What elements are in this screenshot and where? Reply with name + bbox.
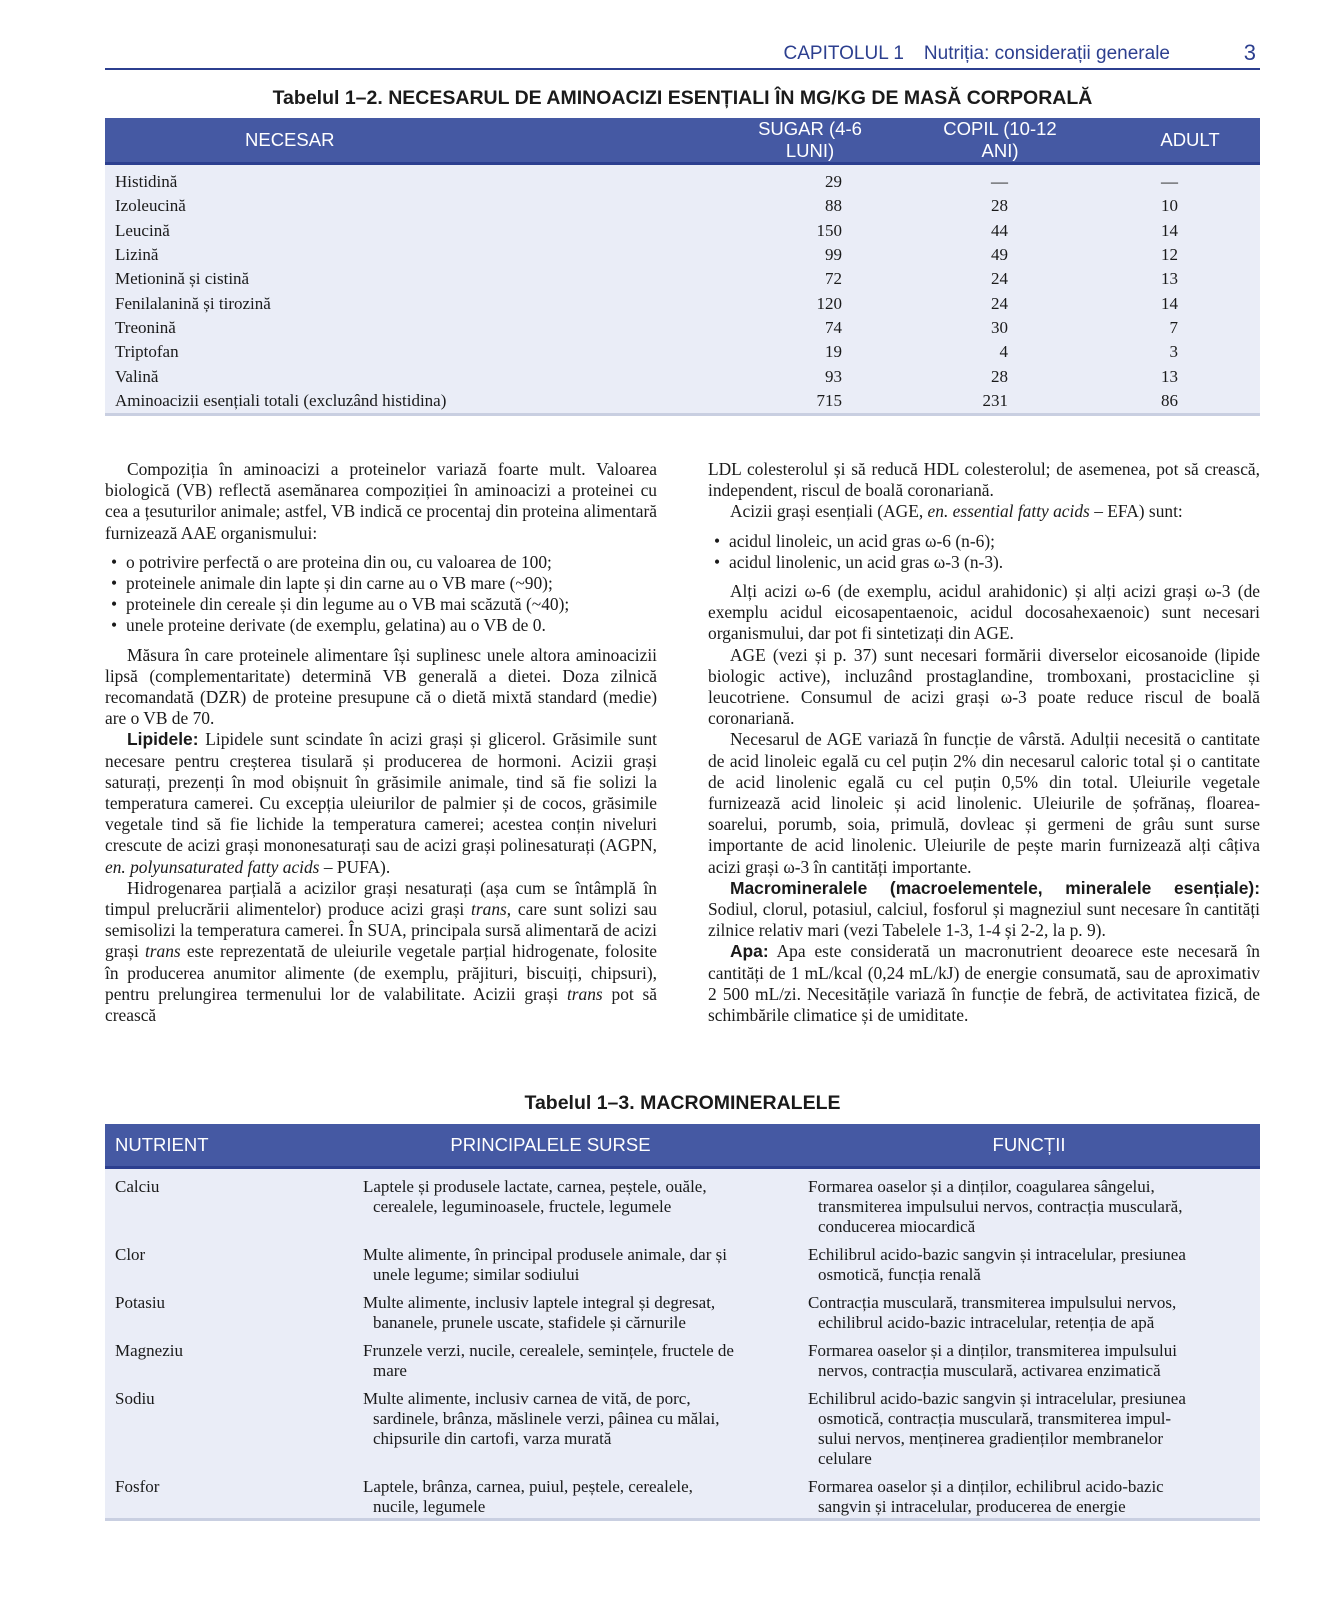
text-run: trans: [471, 899, 507, 920]
requirement-value: 13: [1161, 366, 1178, 386]
table3-col-header: NUTRIENT: [105, 1124, 353, 1168]
text-run: Hidrogenarea parțială a acizilor grași nesaturați (așa cum se întâmplă în timpul prelucrării alimentelor) produce acizi grași: [105, 877, 657, 920]
requirement-value: 24: [991, 269, 1008, 289]
requirement-value: —: [1161, 172, 1178, 192]
biological-value-list: [105, 552, 657, 637]
list-item: • o potrivire perfectă o are proteina din ou, cu valoarea de 100;: [105, 552, 657, 573]
table2-col-header: NECESAR: [105, 118, 685, 164]
apa-heading: Apa:: [730, 941, 769, 962]
functions-cell: [798, 1334, 1260, 1382]
requirement-value: 49: [991, 245, 1008, 265]
text-run: trans: [144, 941, 181, 962]
table-row: [105, 243, 1260, 267]
requirement-value: 30: [991, 317, 1008, 337]
paragraph: Compoziția în aminoacizi a proteinelor variază foarte mult. Valoarea biologică (VB) reflectă asemănarea compoziției în aminoacizi a proteinei cu cea a țesuturilor animale; astfel, VB indică ce procentaj din proteina alimentară furnizează AAE organismului:: [105, 459, 657, 543]
table2-col-header: ADULT: [1070, 118, 1260, 164]
cell-line: Formarea oaselor și a dinților, coagularea sângelui,: [808, 1177, 1155, 1196]
cell-line: sului nervos, menținerea gradienților membranelor: [818, 1429, 1164, 1448]
functions-cell: [798, 1382, 1260, 1470]
cell-line: unele legume; similar sodiului: [373, 1265, 580, 1284]
amino-acid-name: Izoleucină: [115, 196, 186, 216]
page-number: 3: [1243, 40, 1256, 65]
cell-line: conducerea miocardică: [818, 1217, 976, 1236]
text-run: , care sunt solizi sau semisolizi la temperatura camerei. În SUA, principala sursă alimentară de acizi grași: [105, 899, 657, 962]
functions-cell: [798, 1168, 1260, 1239]
text-run: Apa este considerată un macronutrient deoarece este necesară în cantități de 1 mL/kcal (0,24 mL/kJ) de energie consumată, sau de aproximativ 2 500 mL/zi. Necesitățile variază în funcție de febră, de activitatea fizică, de schimbările climatice și de umiditate.: [708, 941, 1260, 1026]
requirement-value: 74: [825, 317, 842, 337]
amino-acid-name: Lizină: [115, 245, 159, 265]
list-item: • proteinele animale din lapte și din carne au o VB mare (~90);: [105, 573, 657, 594]
table-row: [105, 340, 1260, 364]
cell-line: Laptele și produsele lactate, carnea, peștele, ouăle,: [363, 1177, 707, 1196]
cell-line: cerealele, leguminoasele, fructele, legumele: [373, 1197, 672, 1216]
cell-line: Echilibrul acido-bazic sangvin și intracelular, presiunea: [808, 1245, 1186, 1264]
macrominerale-heading: Macromineralele (macroelementele, mineralele esențiale):: [730, 877, 1260, 898]
cell-line: Multe alimente, în principal produsele animale, dar și: [363, 1245, 727, 1264]
chapter-number: CAPITOLUL 1: [783, 43, 904, 64]
requirement-value: 120: [816, 293, 842, 313]
nutrient-name: Clor: [115, 1245, 146, 1264]
chapter-heading: [784, 43, 1170, 65]
table-row: [105, 194, 1260, 218]
requirement-value: 10: [1161, 196, 1178, 216]
sources-cell: [353, 1334, 798, 1382]
paragraph-macrominerale: [708, 878, 1260, 942]
cell-line: sangvin și intracelular, producerea de energie: [818, 1497, 1126, 1516]
lipide-heading: Lipidele:: [127, 729, 199, 750]
cell-line: chipsurile din cartofi, varza murată: [373, 1429, 612, 1448]
sources-cell: [353, 1238, 798, 1286]
text-run: Acizii grași esențiali (AGE,: [730, 501, 924, 522]
requirement-value: 29: [825, 172, 842, 192]
table-row: [105, 1168, 1260, 1239]
paragraph: LDL colesterolul și să reducă HDL colesterolul; de asemenea, pot să crească, independent, riscul de boală coronariană.: [708, 459, 1260, 501]
list-item: • acidul linolenic, un acid gras ω-3 (n-3).: [708, 552, 1260, 573]
table2-title: Tabelul 1–2. NECESARUL DE AMINOACIZI ESENȚIALI ÎN MG/KG DE MASĂ CORPORALĂ: [272, 87, 1093, 109]
requirement-value: 19: [825, 342, 842, 362]
functions-cell: [798, 1238, 1260, 1286]
table2-header-row: [105, 118, 1260, 164]
nutrient-name: Magneziu: [115, 1341, 183, 1360]
left-text-column: [105, 459, 657, 1026]
requirement-value: 7: [1169, 317, 1178, 337]
cell-line: sardinele, brânza, măslinele verzi, pâinea cu mălai,: [373, 1409, 720, 1428]
table2-col-header: SUGAR (4-6 LUNI): [685, 118, 885, 164]
table-row: [105, 291, 1260, 315]
table-row: [105, 364, 1260, 388]
paragraph-apa: [708, 941, 1260, 1026]
essential-fatty-acid-list: [708, 531, 1260, 573]
paragraph: Măsura în care proteinele alimentare își suplinesc unele altora aminoacizii lipsă (complementaritate) determină VB generală a dietei. Doza zilnică recomandată (DZR) de proteine presupune că o dietă mixtă standard (medie) are o VB de 70.: [105, 644, 657, 729]
list-item: • unele proteine derivate (de exemplu, gelatina) au o VB de 0.: [105, 615, 657, 636]
table-row: [105, 1286, 1260, 1334]
sources-cell: [353, 1470, 798, 1520]
requirement-value: 13: [1161, 269, 1178, 289]
requirement-value: 715: [685, 389, 885, 415]
amino-acid-name: Valină: [115, 366, 159, 386]
requirement-value: 4: [999, 342, 1008, 362]
text-run: este reprezentată de uleiurile vegetale parțial hidrogenate, folosite în producerea anumitor alimente (de exemplu, prăjituri, biscuiți, chipsuri), pentru prelungirea termenului lor de valabilitate. Acizii grași: [105, 941, 657, 1004]
table-row: [105, 1334, 1260, 1382]
paragraph: Alți acizi ω-6 (de exemplu, acidul arahidonic) și alți acizi grași ω-3 (de exemplu acidul eicosapentaenoic, acidul docosahexaenoic) sunt necesari organismului, dar pot fi sintetizați din AGE.: [708, 581, 1260, 644]
list-item: • acidul linoleic, un acid gras ω-6 (n-6);: [708, 531, 1260, 552]
table2-col-header: COPIL (10-12 ANI): [885, 118, 1070, 164]
amino-acid-table: [105, 118, 1260, 416]
cell-line: mare: [373, 1361, 407, 1380]
nutrient-name: Calciu: [115, 1177, 160, 1196]
paragraph-hidrogenare: [105, 878, 657, 1026]
list-item: • proteinele din cereale și din legume au o VB mai scăzută (~40);: [105, 594, 657, 615]
text-run: en. polyunsaturated fatty acids: [105, 856, 320, 877]
requirement-value: 150: [816, 220, 842, 240]
requirement-value: 93: [825, 366, 842, 386]
paragraph-age: [708, 501, 1260, 522]
macrominerals-table: [105, 1124, 1260, 1521]
amino-acid-name: Aminoacizii esențiali totali (excluzând histidina): [105, 389, 685, 415]
table-row: [105, 1382, 1260, 1470]
paragraph: AGE (vezi și p. 37) sunt necesari formării diverselor eicosanoide (lipide biologic active), incluzând prostaglandine, tromboxani, prostacicline și leucotriene. Consumul de acizi grași ω-3 poate reduce riscul de boală coronariană.: [708, 644, 1260, 729]
text-run: – PUFA).: [323, 856, 391, 877]
table-row: [105, 1238, 1260, 1286]
cell-line: Multe alimente, inclusiv laptele integral și degresat,: [363, 1293, 716, 1312]
table-row: [105, 389, 1260, 415]
cell-line: nervos, contracția musculară, activarea enzimatică: [818, 1361, 1161, 1380]
table-row: [105, 316, 1260, 340]
amino-acid-name: Fenilalanină și tirozină: [115, 293, 271, 313]
requirement-value: 14: [1161, 220, 1178, 240]
table3-header-row: [105, 1124, 1260, 1168]
table-row: [105, 1470, 1260, 1520]
requirement-value: —: [991, 172, 1008, 192]
cell-line: echilibrul acido-bazic intracelular, retenția de apă: [818, 1313, 1155, 1332]
requirement-value: 44: [991, 220, 1008, 240]
table-row: [105, 267, 1260, 291]
cell-line: Frunzele verzi, nucile, cerealele, semințele, fructele de: [363, 1341, 734, 1360]
cell-line: bananele, prunele uscate, stafidele și cărnurile: [373, 1313, 686, 1332]
text-run: trans: [566, 983, 603, 1004]
table3-col-header: FUNCȚII: [798, 1124, 1260, 1168]
cell-line: Laptele, brânza, carnea, puiul, peștele, cerealele,: [363, 1477, 693, 1496]
text-run: en. essential fatty acids: [927, 501, 1090, 522]
requirement-value: 28: [991, 196, 1008, 216]
amino-acid-name: Triptofan: [115, 342, 179, 362]
amino-acid-name: Leucină: [115, 220, 170, 240]
paragraph: Necesarul de AGE variază în funcție de vârstă. Adulții necesită o cantitate de acid linoleic egală cu cel puțin 2% din necesarul caloric total și o cantitate de acid linolenic egală cu cel puțin 0,5% din total. Uleiurile vegetale furnizează acid linoleic și acid linolenic. Uleiurile de șofrănaș, floarea-soarelui, porumb, soia, primulă, dovleac și germeni de grâu sunt surse importante de acid linolenic. Uleiurile de pește marin furnizează alți câțiva acizi grași ω-3 în cantități importante.: [708, 729, 1260, 877]
nutrient-name: Potasiu: [115, 1293, 166, 1312]
cell-line: nucile, legumele: [373, 1497, 486, 1516]
nutrient-name: Fosfor: [105, 1470, 353, 1520]
cell-line: osmotică, funcția renală: [818, 1265, 981, 1284]
requirement-value: 28: [991, 366, 1008, 386]
table-row: [105, 219, 1260, 243]
amino-acid-name: Treonină: [115, 317, 176, 337]
requirement-value: 72: [825, 269, 842, 289]
text-run: pot să crească: [105, 983, 657, 1026]
right-text-column: [708, 459, 1260, 1026]
functions-cell: [798, 1470, 1260, 1520]
paragraph-lipide: [105, 729, 657, 877]
requirement-value: 86: [1070, 389, 1260, 415]
requirement-value: 24: [991, 293, 1008, 313]
table-row: [105, 164, 1260, 195]
cell-line: osmotică, contracția musculară, transmiterea impul-: [818, 1409, 1172, 1428]
sources-cell: [353, 1168, 798, 1239]
amino-acid-name: Metionină și cistină: [115, 269, 250, 289]
text-run: Lipidele sunt scindate în acizi grași și glicerol. Grăsimile sunt necesare pentru creșterea tisulară și producerea de hormoni. Acizii grași saturați, prezenți în mod obișnuit în grăsimile animale, tind să fie solizi la temperatura camerei. Cu excepția uleiurilor de palmier și de cocos, grăsimile vegetale tind să fie lichide la temperatura camerei; acestea conțin niveluri crescute de acizi grași mononesaturați sau de acizi grași polinesaturați (AGPN,: [105, 729, 657, 856]
nutrient-name: Sodiu: [115, 1389, 155, 1408]
text-run: Sodiul, clorul, potasiul, calciul, fosforul și magneziul sunt necesare în cantități zilnice relativ mari (vezi Tabelele 1-3, 1-4 și 2-2, la p. 9).: [708, 899, 1260, 941]
functions-cell: [798, 1286, 1260, 1334]
requirement-value: 12: [1161, 245, 1178, 265]
chapter-title: Nutriția: considerații generale: [923, 43, 1170, 64]
cell-line: Echilibrul acido-bazic sangvin și intracelular, presiunea: [808, 1389, 1186, 1408]
cell-line: Formarea oaselor și a dinților, transmiterea impulsului: [808, 1341, 1177, 1360]
requirement-value: 3: [1169, 342, 1178, 362]
requirement-value: 14: [1161, 293, 1178, 313]
text-run: – EFA) sunt:: [1094, 501, 1183, 522]
table3-title: Tabelul 1–3. MACROMINERALELE: [524, 1092, 841, 1114]
requirement-value: 231: [885, 389, 1070, 415]
cell-line: celulare: [818, 1449, 872, 1468]
cell-line: Formarea oaselor și a dinților, echilibrul acido-bazic: [808, 1477, 1164, 1496]
cell-line: Multe alimente, inclusiv carnea de vită, de porc,: [363, 1389, 691, 1408]
requirement-value: 88: [825, 196, 842, 216]
running-header: [105, 40, 1260, 70]
table3-col-header: PRINCIPALELE SURSE: [353, 1124, 798, 1168]
cell-line: transmiterea impulsului nervos, contracția musculară,: [818, 1197, 1183, 1216]
cell-line: Contracția musculară, transmiterea impulsului nervos,: [808, 1293, 1177, 1312]
requirement-value: 99: [825, 245, 842, 265]
sources-cell: [353, 1382, 798, 1470]
sources-cell: [353, 1286, 798, 1334]
amino-acid-name: Histidină: [115, 172, 178, 192]
